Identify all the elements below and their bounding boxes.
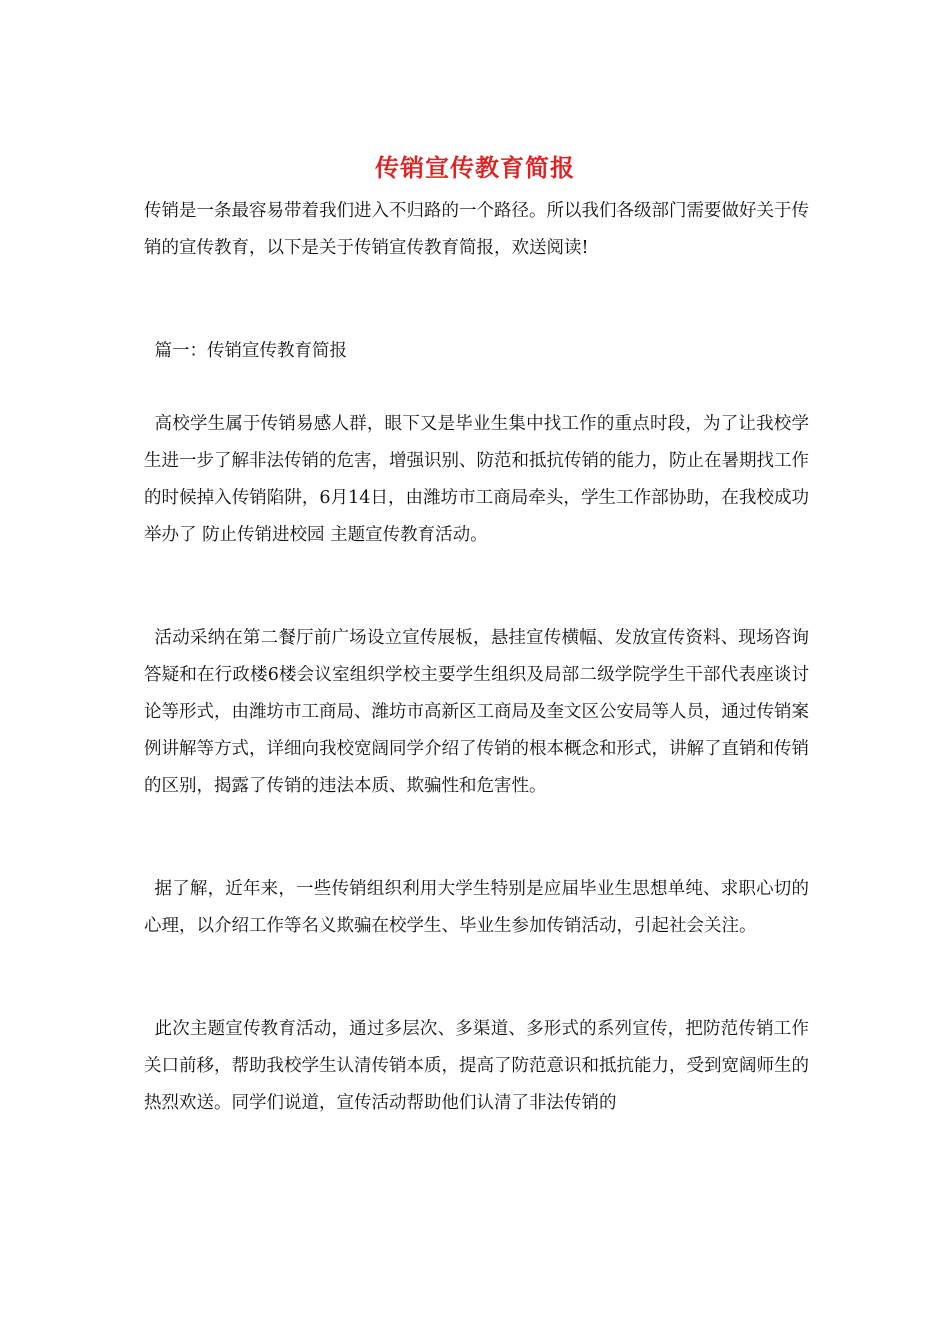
spacer <box>144 370 809 406</box>
body-paragraph-2: 活动采纳在第二餐厅前广场设立宣传展板，悬挂宣传横幅、发放宣传资料、现场咨询答疑和在行政楼6楼会议室组织学校主要学生组织及局部二级学院学生干部代表座谈讨论等形式，由潍坊市工商局、潍坊市高新区工商局及奎文区公安局等人员，通过传销案例讲解等方式，详细向我校宽阔同学介绍了传销的根本概念和形式，讲解了直销和传销的区别，揭露了传销的违法本质、欺骗性和危害性。 <box>144 628 809 796</box>
spacer <box>144 805 809 871</box>
intro-paragraph: 传销是一条最容易带着我们进入不归路的一个路径。所以我们各级部门需要做好关于传销的宣传教育，以下是关于传销宣传教育简报，欢送阅读! <box>144 201 809 258</box>
spacer <box>144 945 809 1011</box>
section-heading: 篇一：传销宣传教育简报 <box>154 341 347 361</box>
body-paragraph-4: 此次主题宣传教育活动，通过多层次、多渠道、多形式的系列宣传，把防范传销工作关口前移，帮助我校学生认清传销本质，提高了防范意识和抵抗能力，受到宽阔师生的热烈欢送。同学们说道，宣传活动帮助他们认清了非法传销的 <box>144 1019 809 1113</box>
spacer <box>144 554 809 620</box>
spacer <box>144 267 809 333</box>
body-paragraph-1: 高校学生属于传销易感人群，眼下又是毕业生集中找工作的重点时段，为了让我校学生进一步了解非法传销的危害，增强识别、防范和抵抗传销的能力，防止在暑期找工作的时候掉入传销陷阱，6月14日，由潍坊市工商局牵头，学生工作部协助，在我校成功举办了 防止传销进校园 主题宣传教育活动。 <box>144 414 809 545</box>
document-title: 传销宣传教育简报 <box>375 153 575 182</box>
body-paragraph-3: 据了解，近年来，一些传销组织利用大学生特别是应届毕业生思想单纯、求职心切的心理，以介绍工作等名义欺骗在校学生、毕业生参加传销活动，引起社会关注。 <box>144 879 809 936</box>
document-body <box>144 193 809 1122</box>
